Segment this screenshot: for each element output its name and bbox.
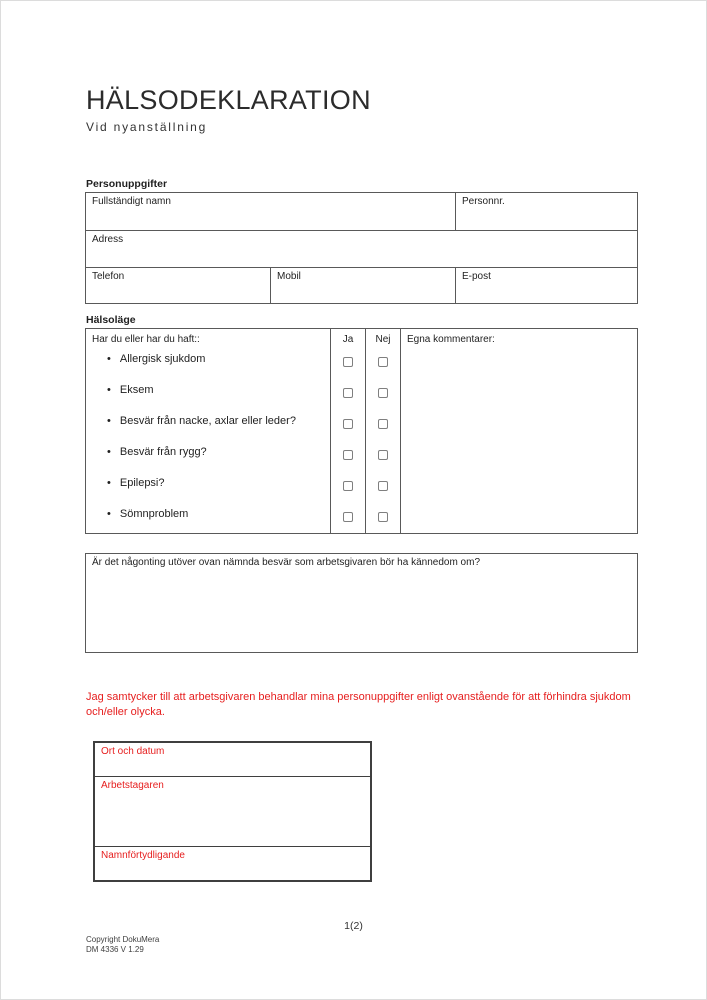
health-item-label: Besvär från nacke, axlar eller leder? [119, 415, 296, 427]
ja-checkbox-4[interactable] [343, 481, 353, 491]
comments-column[interactable] [400, 329, 637, 533]
ja-checkbox-5[interactable] [343, 512, 353, 522]
copyright-line1: Copyright DokuMera [86, 935, 160, 944]
health-item-eczema [107, 384, 153, 396]
question-column [86, 329, 330, 533]
nej-checkbox-5[interactable] [378, 512, 388, 522]
health-item-label: Besvär från rygg? [119, 446, 207, 458]
no-column [365, 329, 400, 533]
health-item-epilepsy [107, 477, 165, 489]
bullet-icon: • [107, 446, 111, 458]
ja-checkbox-3[interactable] [343, 450, 353, 460]
page-number: 1(2) [344, 920, 363, 932]
health-item-label: Epilepsi? [119, 477, 165, 489]
ja-checkbox-0[interactable] [343, 357, 353, 367]
nej-checkbox-4[interactable] [378, 481, 388, 491]
email-field[interactable] [455, 268, 637, 303]
health-item-label: Allergisk sjukdom [119, 353, 206, 365]
ja-checkbox-1[interactable] [343, 388, 353, 398]
health-item-sleep [107, 508, 188, 520]
signature-table [93, 741, 372, 882]
nej-checkbox-2[interactable] [378, 419, 388, 429]
yes-column [330, 329, 365, 533]
personal-number-field[interactable] [455, 193, 637, 230]
email-label: E-post [462, 271, 491, 282]
table-row [86, 230, 637, 267]
address-label: Adress [92, 234, 124, 245]
no-column-header: Nej [375, 334, 391, 345]
full-name-field[interactable] [86, 193, 455, 230]
nej-checkbox-0[interactable] [378, 357, 388, 367]
table-row [86, 193, 637, 230]
place-date-field[interactable] [95, 743, 370, 776]
nej-checkbox-3[interactable] [378, 450, 388, 460]
yes-column-header: Ja [342, 334, 354, 345]
health-item-label: Eksem [119, 384, 154, 396]
phone-label: Telefon [92, 271, 125, 282]
full-name-label: Fullständigt namn [92, 196, 171, 207]
health-item-neck [107, 415, 296, 427]
address-field[interactable] [86, 231, 637, 267]
copyright-notice [86, 935, 159, 955]
name-clarification-field[interactable] [95, 846, 370, 880]
bullet-icon: • [107, 508, 111, 520]
mobile-field[interactable] [270, 268, 455, 303]
health-status-table [85, 328, 638, 534]
employee-signature-label: Arbetstagaren [101, 780, 164, 791]
place-date-label: Ort och datum [101, 746, 165, 757]
health-item-label: Sömnproblem [119, 508, 189, 520]
health-section-label: Hälsoläge [86, 314, 136, 326]
employee-signature-field[interactable] [95, 776, 370, 846]
bullet-icon: • [107, 415, 111, 427]
consent-text: Jag samtycker till att arbetsgivaren behandlar mina personuppgifter enligt ovanstående för att förhindra sjukdom och/eller olycka. [86, 691, 631, 718]
table-row [86, 267, 637, 303]
page-subtitle: Vid nyanställning [86, 120, 208, 134]
nej-checkbox-1[interactable] [378, 388, 388, 398]
copyright-line2: DM 4336 V 1.29 [86, 945, 144, 954]
bullet-icon: • [107, 477, 111, 489]
personal-info-section-label: Personuppgifter [86, 178, 168, 190]
additional-question-label: Är det någonting utöver ovan nämnda besvär som arbetsgivaren bör ha kännedom om? [92, 557, 481, 568]
health-item-back [107, 446, 207, 458]
personal-number-label: Personnr. [462, 196, 505, 207]
bullet-icon: • [107, 384, 111, 396]
bullet-icon: • [107, 353, 111, 365]
ja-checkbox-2[interactable] [343, 419, 353, 429]
personal-info-table [85, 192, 638, 304]
comments-header: Egna kommentarer: [407, 334, 495, 345]
phone-field[interactable] [86, 268, 270, 303]
additional-question-box[interactable] [85, 553, 638, 653]
name-clarification-label: Namnförtydligande [101, 850, 185, 861]
question-header: Har du eller har du haft:: [92, 334, 200, 345]
mobile-label: Mobil [277, 271, 301, 282]
health-item-allergy [107, 353, 205, 365]
page-title: HÄLSODEKLARATION [86, 85, 371, 115]
